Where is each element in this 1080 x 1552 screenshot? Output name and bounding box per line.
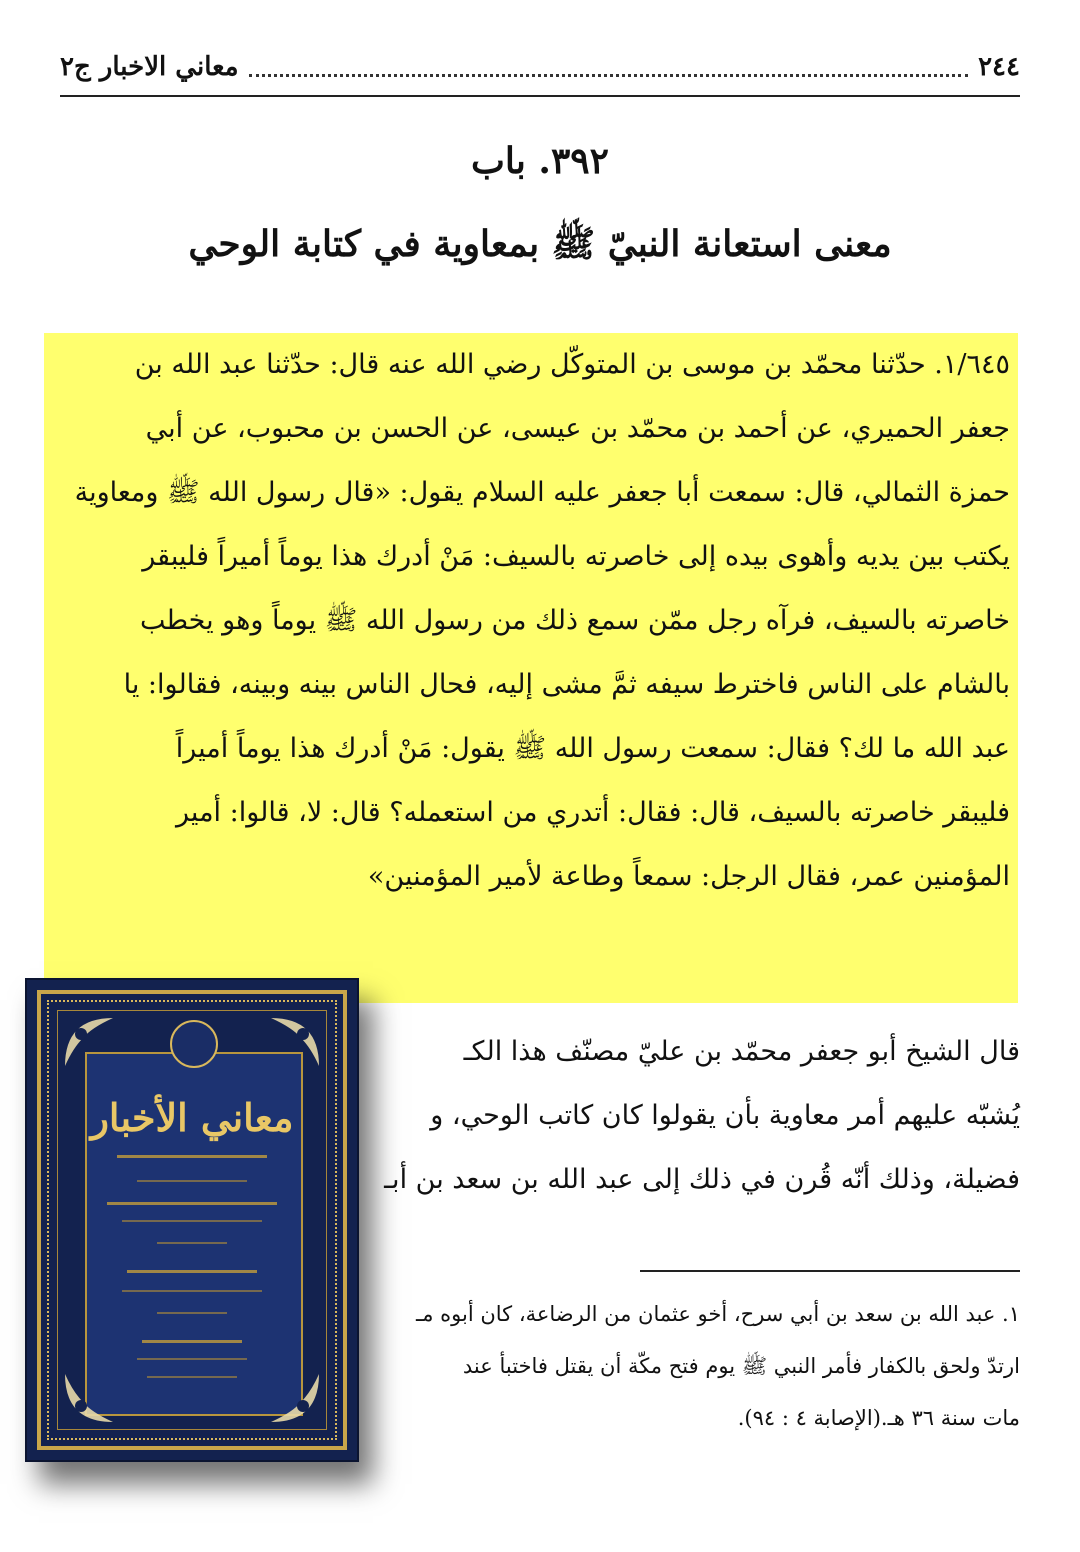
- cover-gilt-line: [142, 1340, 242, 1343]
- hadith-line: فليبقر خاصرته بالسيف، قال: فقال: أتدري من استعمله؟ قال: لا، قالوا: أمير: [176, 797, 1010, 828]
- hadith-line: خاصرته بالسيف، فرآه رجل ممّن سمع ذلك من رسول الله ﷺ يوماً وهو يخطب: [139, 605, 1010, 636]
- hadith-line: حمزة الثمالي، قال: سمعت أبا جعفر عليه السلام يقول: «قال رسول الله ﷺ ومعاوية: [74, 477, 1010, 508]
- cover-gilt-line: [117, 1155, 267, 1158]
- body-line: قال الشيخ أبو جعفر محمّد بن عليّ مصنّف هذا الكـ: [463, 1036, 1020, 1067]
- cover-gilt-line: [107, 1202, 277, 1205]
- hadith-line: عبد الله ما لك؟ فقال: سمعت رسول الله ﷺ يقول: مَنْ أدرك هذا يوماً أميراً: [175, 733, 1010, 764]
- footnote-line: ارتدّ ولحق بالكفار فأمر النبي ﷺ يوم فتح مكّة أن يقتل فاختبأ عند: [462, 1354, 1020, 1378]
- cover-title: معاني الأخبار: [90, 1095, 294, 1140]
- cover-gilt-line: [137, 1180, 247, 1182]
- hadith-line: جعفر الحميري، عن أحمد بن محمّد بن عيسى، عن الحسن بن محبوب، عن أبي: [145, 413, 1010, 444]
- footnote-line: مات سنة ٣٦ هـ.(الإصابة ٤ : ٩٤).: [737, 1406, 1020, 1430]
- body-line: يُشبّه عليهم أمر معاوية بأن يقولوا كان كاتب الوحي، و: [430, 1100, 1020, 1131]
- header-dot-leader: [249, 58, 968, 77]
- cover-gilt-line: [122, 1220, 262, 1222]
- body-line: فضيلة، وذلك أنّه قُرن في ذلك إلى عبد الله بن سعد بن أبـ: [384, 1164, 1020, 1195]
- hadith-line: بالشام على الناس فاخترط سيفه ثمَّ مشى إليه، فحال الناس بينه وبينه، فقالوا: يا: [123, 669, 1010, 700]
- cover-gilt-line: [157, 1312, 227, 1314]
- ornament-corner-icon: [267, 1014, 323, 1070]
- running-title: معاني الاخبار ج٢: [60, 52, 239, 82]
- cover-gilt-line: [157, 1242, 227, 1244]
- book-cover-image: [25, 978, 359, 1462]
- cover-gilt-line: [122, 1290, 262, 1292]
- hadith-passage: [70, 333, 1010, 909]
- cover-gilt-line: [137, 1358, 247, 1360]
- ornament-corner-icon: [267, 1370, 323, 1426]
- hadith-line: المؤمنين عمر، فقال الرجل: سمعاً وطاعة لأمير المؤمنين»: [367, 861, 1010, 892]
- cover-gilt-line: [147, 1376, 237, 1378]
- header-rule: [60, 95, 1020, 97]
- cover-gilt-line: [127, 1270, 257, 1273]
- author-commentary: [340, 1020, 1020, 1212]
- footnote-rule: [640, 1270, 1020, 1272]
- cover-emblem-icon: [170, 1020, 218, 1068]
- footnote: [340, 1288, 1020, 1444]
- chapter-title: معنى استعانة النبيّ ﷺ بمعاوية في كتابة الوحي: [188, 223, 892, 265]
- hadith-line: يكتب بين يديه وأهوى بيده إلى خاصرته بالسيف: مَنْ أدرك هذا يوماً أميراً فليبقر: [142, 541, 1010, 572]
- footnote-line: ١. عبد الله بن سعد بن أبي سرح، أخو عثمان من الرضاعة، كان أبوه مـ: [416, 1302, 1020, 1326]
- ornament-corner-icon: [61, 1370, 117, 1426]
- hadith-line: ١/٦٤٥. حدّثنا محمّد بن موسى بن المتوكّل رضي الله عنه قال: حدّثنا عبد الله بن: [134, 349, 1010, 380]
- chapter-number: ٣٩٢. باب: [471, 140, 609, 182]
- ornament-corner-icon: [61, 1014, 117, 1070]
- page-header: [60, 42, 1020, 92]
- page-number: ٢٤٤: [978, 52, 1020, 82]
